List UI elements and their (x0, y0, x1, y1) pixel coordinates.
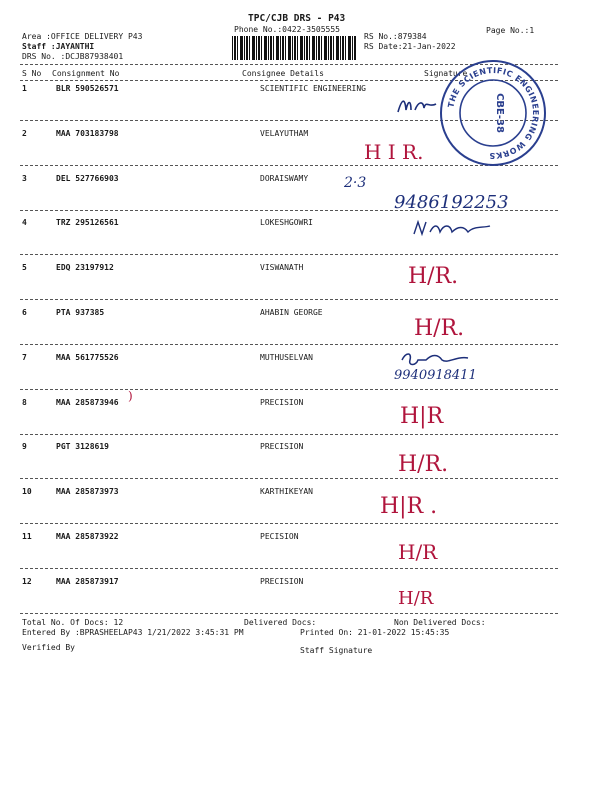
handwritten-row-6: H/R. (414, 316, 465, 341)
row-consignment: PGT 3128619 (56, 442, 109, 451)
row-divider (20, 568, 558, 569)
row-consignment: TRZ 295126561 (56, 218, 119, 227)
rs-number: RS No.:879384 (364, 32, 427, 41)
signature-row-1 (396, 94, 438, 123)
handwritten-row-10: H|R . (380, 494, 438, 519)
row-consignee: AHABIN GEORGE (260, 308, 323, 317)
row-sno: 12 (22, 577, 32, 586)
stamp-ring-text: THE SCIENTIFIC ENGINEERING WORKS (446, 65, 541, 161)
row-divider (20, 299, 558, 300)
signature-row-4 (412, 218, 492, 242)
row-consignee: LOKESHGOWRI (260, 218, 313, 227)
row-sno: 8 (22, 398, 27, 407)
stamp-center-text: CBE-38 (494, 93, 505, 133)
col-sno: S No (22, 69, 42, 78)
row-consignee: PRECISION (260, 398, 304, 407)
row-sno: 10 (22, 487, 32, 496)
handwritten-row-3b: 9486192253 (394, 192, 509, 213)
handwritten-row-11: H/R (398, 540, 438, 564)
printed-on: Printed On: 21-01-2022 15:45:35 (300, 628, 450, 637)
phone-number: Phone No.:0422-3505555 (234, 25, 340, 34)
row-consignment: MAA 703183798 (56, 129, 119, 138)
row-sno: 1 (22, 84, 27, 93)
entered-by: Entered By :BPRASHEELAP43 1/21/2022 3:45:31 PM (22, 628, 244, 637)
handwritten-row-12: H/R (398, 588, 434, 609)
barcode (232, 36, 356, 60)
col-consignment: Consignment No (52, 69, 120, 78)
handwritten-row-8: H|R (400, 404, 444, 429)
row-divider (20, 389, 558, 390)
col-signature: Signature (424, 69, 468, 78)
row-divider (20, 478, 558, 479)
row-sno: 9 (22, 442, 27, 451)
row-consignment: MAA 285873917 (56, 577, 119, 586)
row-consignment: EDQ 23197912 (56, 263, 114, 272)
non-delivered-docs: Non Delivered Docs: (394, 618, 486, 627)
row-divider (20, 434, 558, 435)
row-consignee: PECISION (260, 532, 299, 541)
row-divider (20, 344, 558, 345)
row-consignment: DEL 527766903 (56, 174, 119, 183)
total-docs: Total No. Of Docs: 12 (22, 618, 124, 627)
handwritten-row-3a: 2·3 (344, 175, 367, 191)
delivered-docs: Delivered Docs: (244, 618, 317, 627)
row-divider (20, 523, 558, 524)
verified-by: Verified By (22, 643, 75, 652)
row-consignee: VISWANATH (260, 263, 304, 272)
row-sno: 7 (22, 353, 27, 362)
row-consignment: MAA 285873973 (56, 487, 119, 496)
row-divider (20, 254, 558, 255)
company-stamp (438, 58, 548, 168)
handwritten-row-9: H/R. (398, 452, 449, 477)
row-consignment: MAA 285873922 (56, 532, 119, 541)
row-consignee: DORAISWAMY (260, 174, 309, 183)
drs-title: TPC/CJB DRS - P43 (248, 13, 346, 24)
row-sno: 6 (22, 308, 27, 317)
pen-mark-row-8: ) (128, 389, 133, 403)
footer-divider (20, 613, 558, 614)
col-consignee: Consignee Details (242, 69, 324, 78)
row-sno: 4 (22, 218, 27, 227)
row-consignment: PTA 937385 (56, 308, 105, 317)
row-consignment: BLR 590526571 (56, 84, 119, 93)
page-number: Page No.:1 (486, 26, 535, 35)
handwritten-row-5: H/R. (408, 264, 459, 289)
drs-number: DRS No. :DCJB87938401 (22, 52, 124, 61)
handwritten-row-2: H I R. (364, 140, 424, 164)
row-consignment: MAA 285873946 (56, 398, 119, 407)
row-consignment: MAA 561775526 (56, 353, 119, 362)
row-consignee: KARTHIKEYAN (260, 487, 313, 496)
staff-label: Staff :JAYANTHI (22, 42, 95, 51)
area-label: Area :OFFICE DELIVERY P43 (22, 32, 143, 41)
row-consignee: PRECISION (260, 577, 304, 586)
row-consignee: PRECISION (260, 442, 304, 451)
handwritten-row-7: 9940918411 (394, 368, 477, 383)
row-consignee: SCIENTIFIC ENGINEERING (260, 84, 366, 93)
row-sno: 11 (22, 532, 32, 541)
row-sno: 3 (22, 174, 27, 183)
row-sno: 2 (22, 129, 27, 138)
row-sno: 5 (22, 263, 27, 272)
row-consignee: VELAYUTHAM (260, 129, 309, 138)
row-consignee: MUTHUSELVAN (260, 353, 313, 362)
rs-date: RS Date:21-Jan-2022 (364, 42, 456, 51)
staff-signature: Staff Signature (300, 646, 373, 655)
